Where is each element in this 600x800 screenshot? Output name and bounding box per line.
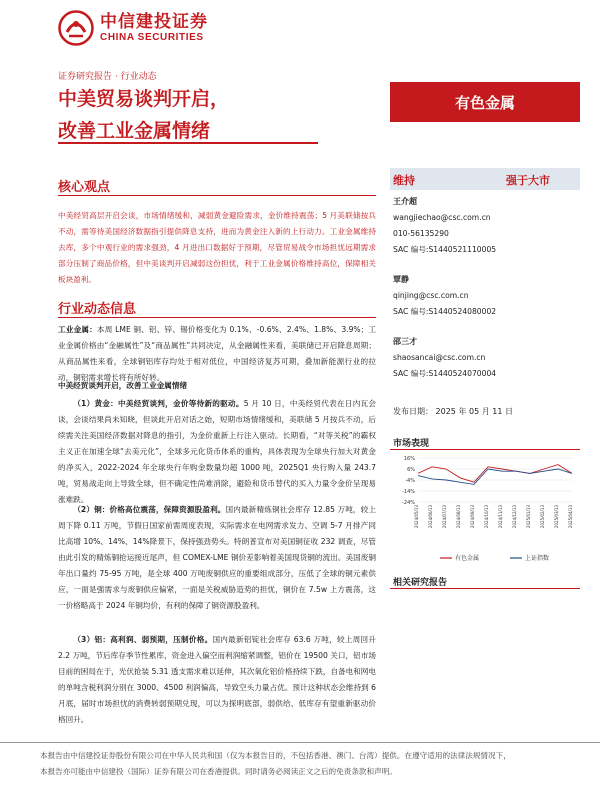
core-heading-rule [58, 195, 376, 196]
disclaimer [40, 748, 600, 780]
analyst-sac: SAC 编号:S1440524080002 [393, 307, 497, 316]
core-heading: 核心观点 [58, 180, 111, 195]
analyst-card [393, 194, 496, 258]
analyst-sac: SAC 编号:S1440524070004 [393, 369, 497, 378]
x-tick-label: 2024/05/13 [414, 505, 419, 529]
sector-badge: 有色金属 [390, 82, 580, 122]
rating-label: 维持 [393, 174, 415, 187]
x-tick-label: 2024/12/13 [512, 505, 517, 529]
x-tick-label: 2024/11/13 [498, 505, 503, 529]
aluminum-text: 国内最新铝锭社会库存 63.6 万吨，较上周回升 2.2 万吨，节后库存季节性累库，资金进入偏空而利润缩紧调整，铝价在 19500 关口，铝市场目前的困局在于，光伏抢装 5.31 透支需求难以延伸，其次氧化铝价格持续下跌，自备电和网电的单吨含税利润分别在 3000、4500 利润偏高，导致空头力量占优。预计这种状态会维持到 6 月底，届时市场担忧的消费转弱预期兑现，可以为探明底部，弱供给、低库存有望重新驱动价格回升。 [58, 635, 376, 724]
legend-label: 上证指数 [525, 555, 550, 562]
analyst-email[interactable]: wangjiechao@csc.com.cn [393, 213, 491, 222]
series-line [418, 469, 572, 484]
rating-value: 强于大市 [506, 174, 550, 187]
logo-icon [58, 10, 94, 46]
industry-heading: 行业动态信息 [58, 302, 137, 317]
logo-en-text: CHINA SECURITIES [100, 31, 204, 43]
publish-date: 发布日期： 2025 年 05 月 11 日 [393, 407, 513, 416]
y-tick-label: 6% [407, 467, 415, 473]
y-tick-label: -4% [405, 478, 415, 484]
report-title-line2: 改善工业金属情绪 [58, 120, 211, 142]
copper-text: 国内最新精炼铜社会库存 12.85 万吨，较上周下降 0.11 万吨，节假日国家前需周度表现，实际需求在电网需求发力、空调 5-7 月排产同比高增 10%、14%、14%降景下，保持强劲势头。特朗普宣布对美国铜征收 232 调查，尽管由此引发的精炼铜抢运接近尾声，但 COMEX-LME 铜价差影响着美国现货铜的流出。美国废铜年出口量约 75-95 万吨，是全球 400 万吨废铜供应的重要组成部分，压低了全球的铜元素供应，一面是强需求与废铜供应偏紧，一面是关税威胁造势的担忧，铜价在 7.5w 上方震荡，这一价格略高于 2024 年铜均价，有利的保障了铜资源股盈利。 [58, 505, 376, 610]
company-logo [58, 10, 208, 46]
core-text: 中美经贸高层开启会谈，市场情绪缓和，减弱黄金避险需求，金价维持震荡；5 月美联储按兵不动，需等待美国经济数据指引提供降息支持，进而为黄金注入新的上行动力。工业金属维持去库，多个中观行业的需求强劲，4 月进出口数据好于预期，尽管贸易战令市场担忧远期需求部分压制了商品价格，但中美谈判开启减弱这份担忧，利于工业金属价格维持高位，保障相关板块盈利。 [58, 211, 376, 284]
gold-paragraph [58, 396, 376, 508]
x-tick-label: 2024/08/13 [456, 505, 461, 529]
subheading: 中美经贸谈判开启，改善工业金属情绪 [58, 381, 188, 390]
x-tick-label: 2024/07/13 [442, 505, 447, 529]
y-tick-label: -14% [402, 489, 415, 495]
logo-cn-text: 中信建投证券 [100, 11, 208, 32]
industrial-metals-paragraph [58, 322, 376, 386]
title-underline [58, 142, 318, 144]
y-tick-label: -24% [402, 500, 415, 506]
analyst-sac: SAC 编号:S1440521110005 [393, 245, 497, 254]
x-tick-label: 2025/01/13 [526, 505, 531, 529]
related-reports-rule [390, 588, 580, 589]
footer-rule [0, 742, 600, 743]
disclaimer-line1: 本报告由中信建投证券股份有限公司在中华人民共和国（仅为本报告目的，不包括香港、澳门、台湾）提供。在遵守适用的法律法规情况下， [40, 751, 511, 760]
market-performance-rule [390, 449, 580, 450]
aluminum-label: （3）铝：高利润、弱预期，压制价格。 [73, 635, 213, 644]
analyst-card [393, 334, 496, 382]
analyst-email[interactable]: shaosancai@csc.com.cn [393, 353, 486, 362]
related-reports-title: 相关研究报告 [393, 578, 448, 588]
x-tick-label: 2024/06/13 [428, 505, 433, 529]
x-tick-label: 2025/03/13 [554, 505, 559, 529]
disclaimer-line2: 本报告亦可能由中信建投（国际）证券有限公司在香港提供。同时请务必阅读正文之后的免责条款和声明。 [40, 767, 397, 776]
analyst-name: 邵三才 [393, 337, 417, 346]
analyst-name: 王介超 [393, 197, 417, 206]
industry-heading-rule [58, 317, 376, 318]
report-title-line1: 中美贸易谈判开启， [58, 88, 230, 110]
gold-label: （1）黄金：中美经贸谈判，金价等待新的驱动。 [73, 399, 244, 408]
rating-bar [390, 168, 580, 190]
report-type: 证券研究报告 · 行业动态 [58, 72, 157, 82]
analyst-phone: 010-56135290 [393, 229, 449, 238]
x-tick-label: 2024/10/13 [484, 505, 489, 529]
y-tick-label: 16% [403, 456, 415, 462]
analyst-card [393, 272, 496, 320]
analyst-email[interactable]: qinjing@csc.com.cn [393, 291, 469, 300]
gold-text: 5 月 10 日，中美经贸代表在日内瓦会谈，会谈结果尚未知晓，但谈此开启对话之始，短期市场情绪缓和，美联储 5 月按兵不动，后续需关注美国经济数据对降息的指引，为金价重新上行注入驱动。长期看，“对等关税”的霸权主义正在加速全球“去美元化”，全球多元化货币体系的重构，具体表现为全球央行加大对黄金的净买入，2022-2024 年全球央行年购金数量均超 1000 吨，2025Q1 央行购入量 243.7 吨，贸易战走向上导致全球，但不确定性尚难消除，避险和货币替代的买入力量令金价呈现易涨难跌。 [58, 399, 377, 504]
market-performance-chart [390, 452, 580, 570]
x-tick-label: 2025/04/13 [568, 505, 573, 529]
legend-label: 有色金属 [455, 555, 480, 562]
x-tick-label: 2024/09/13 [470, 505, 475, 529]
analyst-name: 覃静 [393, 275, 409, 284]
copper-paragraph [58, 502, 376, 614]
market-performance-title: 市场表现 [393, 439, 430, 449]
copper-label: （2）铜：价格高位震荡，保障资源股盈利。 [73, 505, 226, 514]
industrial-metals-label: 工业金属： [58, 325, 97, 334]
x-tick-label: 2025/02/13 [540, 505, 545, 529]
aluminum-paragraph [58, 632, 376, 728]
industrial-metals-text: 本周 LME 铜、铝、锌、锡价格变化为 0.1%、-0.6%、2.4%、1.8%、3.9%；工业金属价格由“金融属性”及“商品属性”共同决定，从金融属性来看，美联储已开启降息周期；从商品属性来看，全球铜铝库存均处于相对低位，中国经济复苏可期，叠加新能源行业的拉动，铜铝需求增长将有所好转。 [58, 325, 377, 382]
